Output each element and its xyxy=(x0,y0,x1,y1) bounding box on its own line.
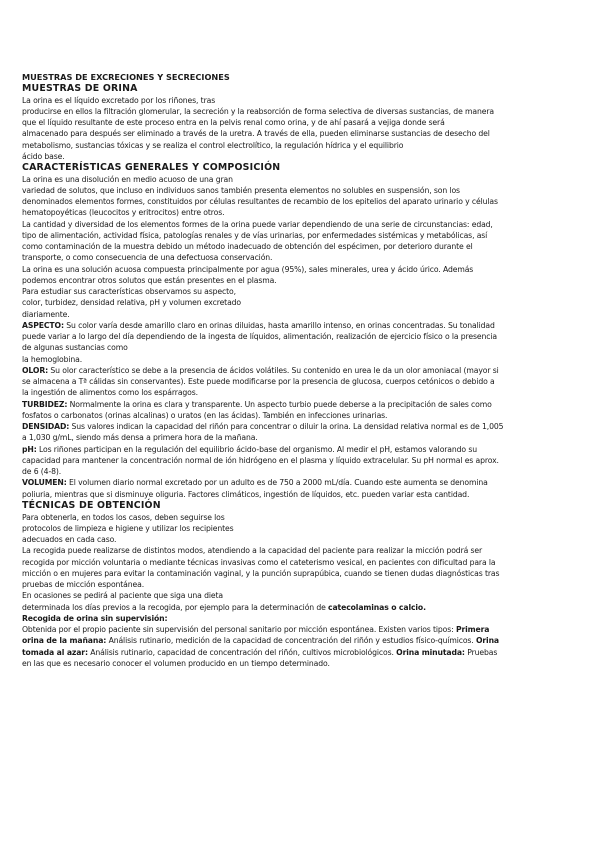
recogida-line-1 xyxy=(22,624,582,635)
recogida-line-3 xyxy=(22,647,582,658)
paragraph-line: La orina es una solución acuosa compuesta principalmente por agua (95%), sales minerales, urea y ácido úrico. Además xyxy=(22,264,474,274)
paragraph-line: adecuados en cada caso. xyxy=(22,535,117,545)
paragraph-line: pruebas de micción espontánea. xyxy=(22,580,145,590)
paragraph-line: diariamente. xyxy=(22,309,70,319)
densidad-label: DENSIDAD: xyxy=(22,422,70,432)
paragraph-line: La cantidad y diversidad de los elementos formes de la orina puede variar dependiendo de una serie de circunstancias: edad, xyxy=(22,219,493,229)
paragraph-line: fosfatos o carbonatos (orinas alcalinas) o uratos (en las ácidas). También en infecciones urinarias. xyxy=(22,410,388,420)
paragraph-line: que el líquido resultante de este proceso entra en la pelvis renal como orina, y de ahí pasará a vejiga donde será xyxy=(22,118,445,128)
recogida-text: Análisis rutinario, capacidad de concentración del riñón, cultivos microbiológicos. xyxy=(87,647,397,657)
turbidez-line xyxy=(22,399,582,410)
paragraph-line: Para estudiar sus características observamos su aspecto, xyxy=(22,287,236,297)
paragraph-line: La orina es el líquido excretado por los riñones, tras xyxy=(22,95,216,105)
paragraph-line: La orina es una disolución en medio acuoso de una gran xyxy=(22,174,233,184)
olor-label: OLOR: xyxy=(22,365,49,375)
paragraph-line: en las que es necesario conocer el volumen producido en un tiempo determinado. xyxy=(22,658,330,668)
paragraph-line: Para obtenerla, en todos los casos, deben seguirse los xyxy=(22,512,225,522)
olor-line xyxy=(22,365,582,376)
recogida-heading xyxy=(22,613,582,624)
paragraph-line: a 1,030 g/mL, siendo más densa a primera hora de la mañana. xyxy=(22,433,258,443)
recogida-bold: Primera xyxy=(455,625,490,635)
paragraph-line: protocolos de limpieza e higiene y utilizar los recipientes xyxy=(22,523,234,533)
recogida-bold: tomada al azar: xyxy=(22,647,88,657)
paragraph-line: metabolismo, sustancias tóxicas y se realiza el control electrolítico, la regulación hídrica y el equilibrio xyxy=(22,140,404,150)
dieta-line xyxy=(22,602,582,613)
paragraph-line: como contaminación de la muestra debido un método inadecuado de obtención del espécimen, por deterioro durante el xyxy=(22,242,473,252)
densidad-line xyxy=(22,421,582,432)
paragraph-line: de 6 (4-8). xyxy=(22,467,62,477)
paragraph-line: hematopoyéticas (leucocitos y eritrocitos) entre otros. xyxy=(22,208,225,218)
dieta-text: determinada los días previos a la recogida, por ejemplo para la determinación de xyxy=(22,602,329,612)
paragraph-line: se almacena a Tª cálidas sin conservantes). Este puede modificarse por la presencia de glucosa, cuerpos cetónicos o debido a xyxy=(22,377,495,387)
document-page xyxy=(22,72,582,669)
paragraph-line: tipo de alimentación, actividad física, patologías renales y de vías urinarias, por enfermedades sistémicas y metabólicas, así xyxy=(22,230,488,240)
paragraph-line: la ingestión de alimentos como los espárragos. xyxy=(22,388,198,398)
ph-line xyxy=(22,444,582,455)
paragraph-line: variedad de solutos, que incluso en individuos sanos también presenta elementos no solubles en suspensión, son los xyxy=(22,185,460,195)
paragraph-line: de algunas sustancias como xyxy=(22,343,128,353)
turbidez-text: Normalmente la orina es clara y transparente. Un aspecto turbio puede deberse a la precipitación de sales como xyxy=(67,399,492,409)
document-title: MUESTRAS DE EXCRECIONES Y SECRECIONES xyxy=(22,72,230,82)
paragraph-line: recogida por micción voluntaria o mediante técnicas invasivas como el cateterismo vesical, en pacientes con dificultad para la xyxy=(22,557,496,567)
paragraph-line: micción o en mujeres para evitar la contaminación vaginal, y la punción suprapúbica, cuando se tienen dudas diagnósticas tras xyxy=(22,568,500,578)
paragraph-line: poliuria, mientras que si disminuye oliguria. Factores climáticos, ingestión de líquidos, etc. pueden variar esta cantidad. xyxy=(22,489,470,499)
paragraph-line: capacidad para mantener la concentración normal de ión hidrógeno en el plasma y líquido extracelular. Su pH normal es aprox. xyxy=(22,455,499,465)
paragraph-line: producirse en ellos la filtración glomerular, la secreción y la reabsorción de forma selectiva de diversas sustancias, de manera xyxy=(22,106,494,116)
ph-text: Los riñones participan en la regulación del equilibrio ácido-base del organismo. Al medir el pH, estamos valorando su xyxy=(36,444,477,454)
recogida-text: Análisis rutinario, medición de la capacidad de concentración del riñón y estudios físico-químicos. xyxy=(106,636,476,646)
recogida-bold: orina de la mañana: xyxy=(22,636,107,646)
paragraph-line: ácido base. xyxy=(22,151,65,161)
paragraph-line: color, turbidez, densidad relativa, pH y volumen excretado xyxy=(22,298,242,308)
paragraph-line: La recogida puede realizarse de distintos modos, atendiendo a la capacidad del paciente para realizar la micción podrá ser xyxy=(22,546,483,556)
paragraph-line: puede variar a lo largo del día dependiendo de la ingesta de líquidos, alimentación, realización de ejercicio físico o la presencia xyxy=(22,332,497,342)
paragraph-line: transporte, o como consecuencia de una defectuosa conservación. xyxy=(22,253,273,263)
aspecto-label: ASPECTO: xyxy=(22,320,64,330)
recogida-text: Pruebas xyxy=(464,647,498,657)
heading-tecnicas: TÉCNICAS DE OBTENCIÓN xyxy=(22,499,161,511)
paragraph-line: denominados elementos formes, constituidos por células resultantes de recambio de los epitelios del aparato urinario y células xyxy=(22,197,498,207)
heading-caracteristicas: CARACTERÍSTICAS GENERALES Y COMPOSICIÓN xyxy=(22,162,281,174)
heading-muestras-orina: MUESTRAS DE ORINA xyxy=(22,83,138,94)
paragraph-line: almacenado para después ser eliminado a través de la uretra. A través de ella, pueden eliminarse sustancias de desecho del xyxy=(22,129,490,139)
volumen-line xyxy=(22,477,582,488)
recogida-bold: Orina minutada: xyxy=(396,647,465,657)
paragraph-line: podemos encontrar otros solutos que están presentes en el plasma. xyxy=(22,275,277,285)
recogida-line-2 xyxy=(22,635,582,646)
olor-text: Su olor característico se debe a la presencia de ácidos volátiles. Su contenido en urea le da un olor amoniacal (mayor si xyxy=(48,365,499,375)
recogida-text: Obtenida por el propio paciente sin supervisión del personal sanitario por micción espontánea. Existen varios tipos: xyxy=(22,625,456,635)
paragraph-line: En ocasiones se pedirá al paciente que siga una dieta xyxy=(22,591,223,601)
dieta-bold: catecolaminas o calcio. xyxy=(328,602,426,612)
recogida-bold: Orina xyxy=(475,636,499,646)
turbidez-label: TURBIDEZ: xyxy=(22,399,68,409)
ph-label: pH: xyxy=(22,444,37,454)
aspecto-line xyxy=(22,320,582,331)
paragraph-line: la hemoglobina. xyxy=(22,354,83,364)
volumen-label: VOLUMEN: xyxy=(22,478,67,488)
recogida-heading-text: Recogida de orina sin supervisión: xyxy=(22,613,168,623)
densidad-text: Sus valores indican la capacidad del riñón para concentrar o diluir la orina. La densidad relativa normal es de 1,005 xyxy=(69,422,504,432)
aspecto-text: Su color varía desde amarillo claro en orinas diluidas, hasta amarillo intenso, en orinas concentradas. Su tonalidad xyxy=(63,320,495,330)
volumen-text: El volumen diario normal excretado por un adulto es de 750 a 2000 mL/día. Cuando este aumenta se denomina xyxy=(66,478,488,488)
